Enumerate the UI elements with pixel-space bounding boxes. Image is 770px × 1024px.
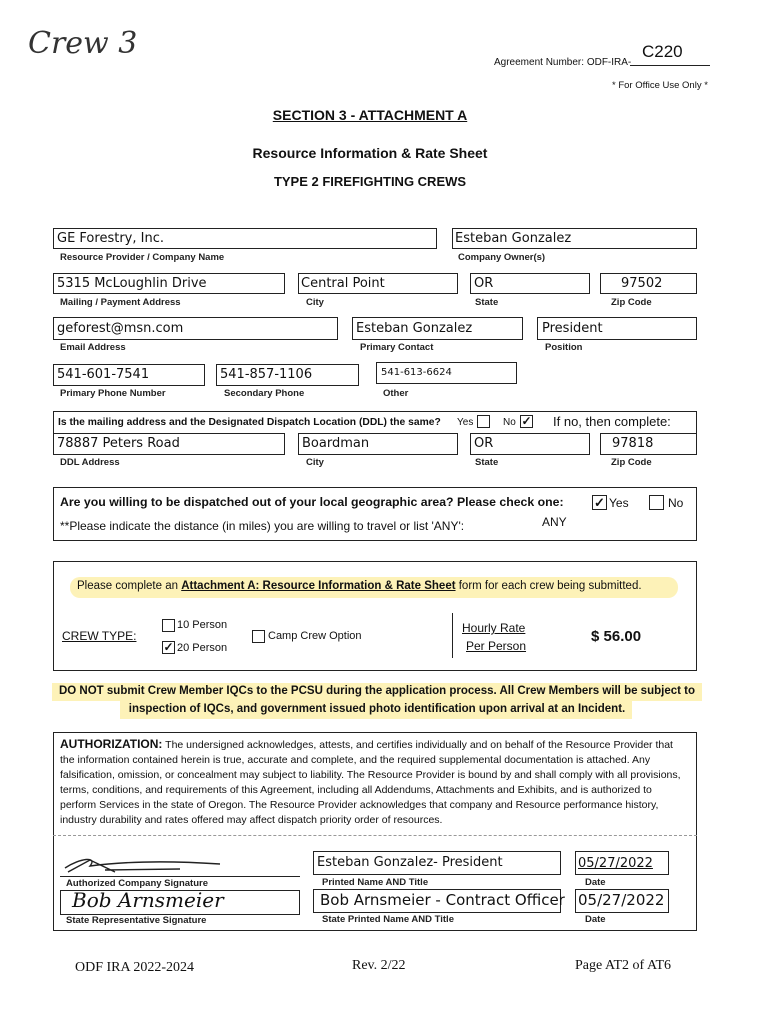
- crew-note-pre: Please complete an: [77, 580, 182, 592]
- ddl-no-checkbox[interactable]: ✓: [521, 414, 532, 428]
- warning-line-2: inspection of IQCs, and government issued photo identification upon arrival at an Incident.: [128, 703, 626, 715]
- authorization-body: The undersigned acknowledges, attests, and certifies individually and on behalf of the Resource Provider that the information contained herein is true, accurate and complete, and the required supplemental documentation is attached. Any falsification, omission, or concealment may subject to liability. The Resource Provider is bound by and shall comply with all provisions, terms, conditions, and requirements of this Agreement, including all Addendums, Attachments and Exhibits, and is authorized to perform Services in the state of Oregon. The Resource Provider acknowledges that company and Resource performance history, industry durability and rates offered may affect dispatch priority order of resources.: [60, 739, 681, 826]
- ddl-no-label: No: [503, 417, 516, 428]
- state-printed-label: State Printed Name AND Title: [322, 914, 454, 925]
- email-value: geforest@msn.com: [57, 321, 184, 336]
- other-phone-value: 541-613-6624: [381, 367, 452, 378]
- distance-value: ANY: [542, 515, 567, 529]
- ddl-state-label: State: [475, 457, 499, 468]
- ddl-zip-value: 97818: [612, 436, 654, 451]
- city-label: City: [306, 297, 324, 308]
- authorization-divider: [53, 835, 697, 836]
- state-printed-value: Bob Arnsmeier - Contract Officer: [320, 891, 565, 909]
- zip-label: Zip Code: [611, 297, 652, 308]
- contact-label: Primary Contact: [360, 342, 434, 353]
- twenty-person-checkbox[interactable]: ✓: [163, 640, 174, 654]
- footer-right: Page AT2 of AT6: [575, 958, 672, 973]
- contact-value: Esteban Gonzalez: [356, 321, 473, 336]
- crew-type-label: CREW TYPE:: [62, 629, 137, 643]
- ddl-zip-label: Zip Code: [611, 457, 652, 468]
- company-signature-scribble: [60, 850, 270, 876]
- office-use-note: * For Office Use Only *: [612, 80, 708, 91]
- warning-line-1: DO NOT submit Crew Member IQCs to the PCSU during the application process. All Crew Members will be subject to: [58, 685, 695, 697]
- footer-center: Rev. 2/22: [352, 958, 406, 973]
- email-label: Email Address: [60, 342, 126, 353]
- other-phone-label: Other: [383, 388, 409, 399]
- company-signature-label: Authorized Company Signature: [66, 878, 208, 889]
- authorization-text: [60, 737, 690, 828]
- secondary-phone-label: Secondary Phone: [224, 388, 305, 399]
- zip-value: 97502: [621, 276, 663, 291]
- hourly-rate-value: $ 56.00: [591, 628, 642, 645]
- date2-label: Date: [585, 914, 606, 925]
- state-signature-label: State Representative Signature: [66, 915, 207, 926]
- camp-crew-label: Camp Crew Option: [268, 630, 362, 642]
- owner-label: Company Owner(s): [458, 252, 546, 263]
- distance-prompt: **Please indicate the distance (in miles) you are willing to travel or list 'ANY':: [60, 519, 465, 533]
- form-subtitle: Resource Information & Rate Sheet: [252, 145, 488, 161]
- state-value: OR: [474, 276, 494, 291]
- state-signature-value: Bob Arnsmeier: [72, 888, 224, 912]
- ddl-city-label: City: [306, 457, 324, 468]
- company-signature[interactable]: [60, 850, 300, 877]
- ddl-block-border: [53, 411, 697, 433]
- dispatch-yes-label: Yes: [609, 496, 629, 510]
- ddl-city-value: Boardman: [302, 436, 370, 451]
- company-name-label: Resource Provider / Company Name: [60, 252, 225, 263]
- agreement-number-value: C220: [642, 42, 683, 61]
- ddl-state-value: OR: [474, 436, 494, 451]
- printed-name-label: Printed Name AND Title: [322, 877, 429, 888]
- position-label: Position: [545, 342, 583, 353]
- agreement-number-label: Agreement Number: ODF-IRA-: [494, 57, 632, 68]
- address-label: Mailing / Payment Address: [60, 297, 181, 308]
- ddl-address-label: DDL Address: [60, 457, 120, 468]
- ddl-if-no-note: If no, then complete:: [553, 414, 671, 429]
- crew-note-text: [77, 580, 642, 592]
- per-person-label: Per Person: [466, 639, 527, 653]
- agreement-underline: [630, 65, 710, 66]
- ddl-yes-label: Yes: [457, 417, 474, 428]
- date2-value: 05/27/2022: [578, 891, 665, 909]
- city-value: Central Point: [301, 276, 385, 291]
- printed-name-value: Esteban Gonzalez- President: [317, 855, 503, 870]
- ten-person-label: 10 Person: [177, 619, 228, 631]
- address-value: 5315 McLoughlin Drive: [57, 276, 207, 291]
- company-name-value: GE Forestry, Inc.: [57, 231, 164, 246]
- dispatch-yes-checkbox[interactable]: ✓: [592, 495, 607, 510]
- primary-phone-value: 541-601-7541: [57, 367, 150, 382]
- state-label: State: [475, 297, 499, 308]
- date1-value: 05/27/2022: [578, 856, 653, 871]
- ten-person-checkbox[interactable]: [162, 619, 175, 632]
- crew-type-title: TYPE 2 FIREFIGHTING CREWS: [273, 174, 467, 189]
- dispatch-no-checkbox[interactable]: [649, 495, 664, 510]
- crew-note-link[interactable]: Attachment A: Resource Information & Rate Sheet: [181, 580, 456, 592]
- authorization-heading: AUTHORIZATION:: [60, 737, 163, 751]
- footer-left: ODF IRA 2022-2024: [75, 960, 195, 975]
- dispatch-question: Are you willing to be dispatched out of your local geographic area? Please check one:: [60, 495, 564, 509]
- handwritten-crew-note: Crew 3: [28, 26, 138, 61]
- crew-note-post: form for each crew being submitted.: [455, 580, 642, 592]
- hourly-rate-label: Hourly Rate: [462, 621, 526, 635]
- dispatch-no-label: No: [668, 496, 684, 510]
- ddl-address-value: 78887 Peters Road: [57, 436, 180, 451]
- camp-crew-checkbox[interactable]: [252, 630, 265, 643]
- twenty-person-label: 20 Person: [177, 642, 228, 654]
- owner-value: Esteban Gonzalez: [455, 231, 572, 246]
- primary-phone-label: Primary Phone Number: [60, 388, 166, 399]
- ddl-question: Is the mailing address and the Designated Dispatch Location (DDL) the same?: [58, 417, 441, 428]
- date1-label: Date: [585, 877, 606, 888]
- section-title: SECTION 3 - ATTACHMENT A: [272, 107, 468, 123]
- position-value: President: [542, 321, 603, 336]
- secondary-phone-value: 541-857-1106: [220, 367, 313, 382]
